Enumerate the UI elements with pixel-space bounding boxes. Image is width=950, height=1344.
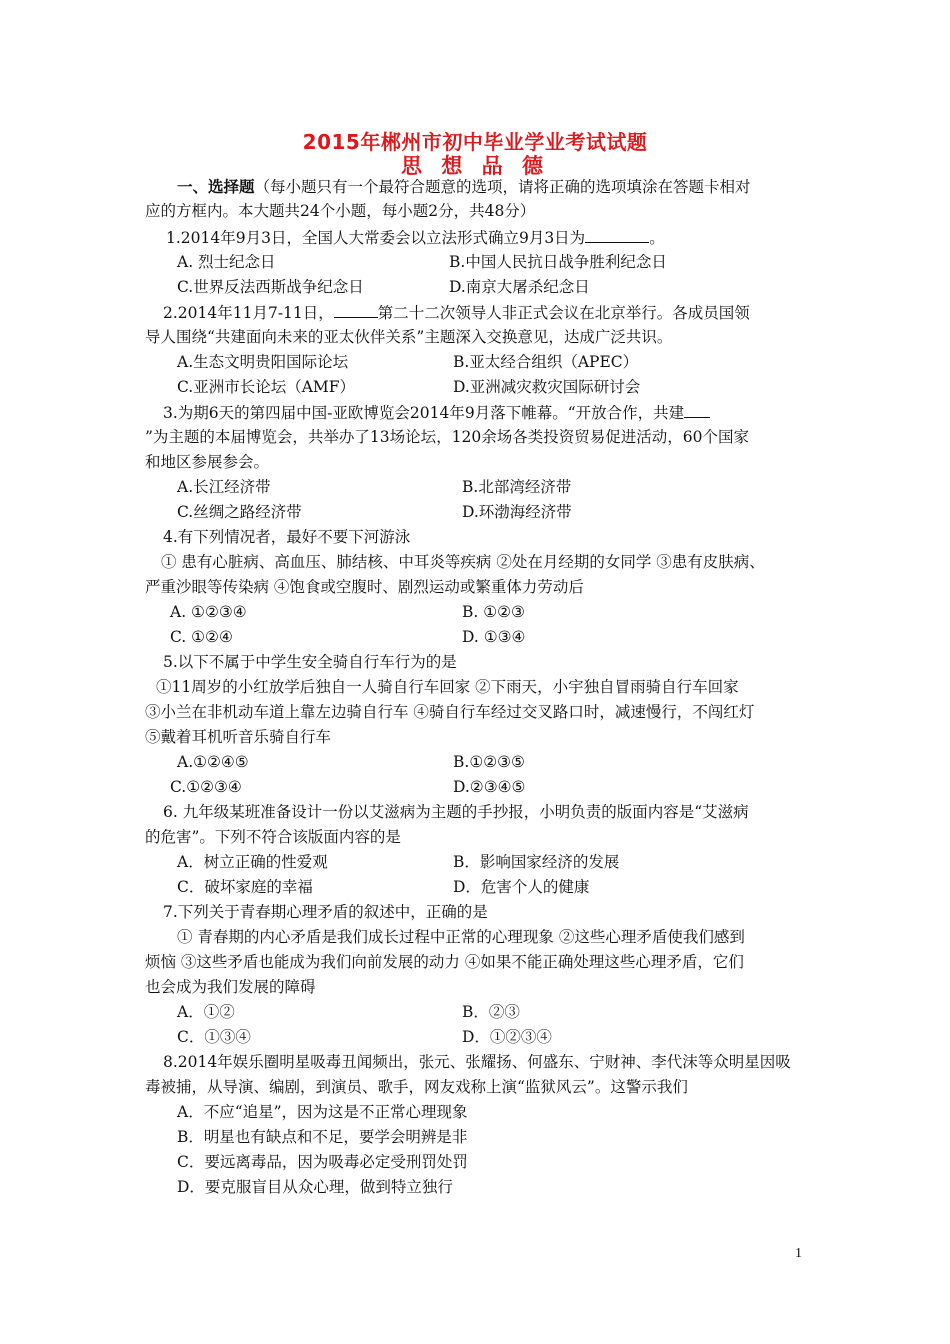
question-5-stem: 5.以下不属于中学生安全骑自行车行为的是	[163, 653, 457, 671]
q1-option-b: B.中国人民抗日战争胜利纪念日	[449, 253, 667, 271]
subject-title: 思 想 品 德	[401, 154, 549, 178]
q8-option-d: D．要克服盲目从众心理，做到特立独行	[177, 1178, 453, 1196]
q8-option-c: C．要远离毒品，因为吸毒必定受刑罚处罚	[177, 1153, 468, 1171]
q2-option-d: D.亚洲减灾救灾国际研讨会	[453, 378, 641, 396]
q4-option-b: B. ①②③	[462, 603, 525, 621]
question-4-item-2: 严重沙眼等传染病 ④饱食或空腹时、剧烈运动或繁重体力劳动后	[145, 578, 584, 596]
q6-option-b: B．影响国家经济的发展	[453, 853, 620, 871]
question-7-item-3: 也会成为我们发展的障碍	[145, 978, 316, 996]
q2-option-c: C.亚洲市长论坛（AMF）	[177, 378, 356, 396]
q1-option-a: A. 烈士纪念日	[177, 253, 276, 271]
q2-option-b: B.亚太经合组织（APEC）	[453, 353, 639, 371]
section-instructions-2: 应的方框内。本大题共24个小题，每小题2分，共48分）	[145, 202, 536, 220]
question-8-stem-2: 毒被捕，从导演、编剧，到演员、歌手，网友戏称上演“监狱风云”。这警示我们	[145, 1078, 688, 1096]
q6-option-d: D．危害个人的健康	[453, 878, 590, 896]
q7-option-b: B．②③	[462, 1003, 520, 1021]
page-number: 1	[795, 1246, 802, 1261]
question-8-stem: 8.2014年娱乐圈明星吸毒丑闻频出，张元、张耀扬、何盛东、宁财神、李代沫等众明星因吸	[163, 1053, 791, 1071]
answer-blank	[684, 401, 710, 418]
question-3-stem-3: 和地区参展参会。	[145, 453, 270, 471]
q7-option-a: A．①②	[177, 1003, 235, 1021]
question-7-item-1: ① 青春期的内心矛盾是我们成长过程中正常的心理现象 ②这些心理矛盾使我们感到	[177, 928, 745, 946]
question-2-stem: 2.2014年11月7-11日， 第二十二次领导人非正式会议在北京举行。各成员国领	[163, 301, 750, 324]
question-5-item-2: ③小兰在非机动车道上靠左边骑自行车 ④骑自行车经过交叉路口时，减速慢行，不闯红灯	[145, 703, 755, 721]
question-5-item-3: ⑤戴着耳机听音乐骑自行车	[145, 728, 332, 746]
q6-option-a: A．树立正确的性爱观	[177, 853, 328, 871]
question-6-stem: 6. 九年级某班准备设计一份以艾滋病为主题的手抄报，小明负责的版面内容是“艾滋病	[163, 803, 749, 821]
q7-option-c: C．①③④	[177, 1028, 251, 1046]
q1-option-d: D.南京大屠杀纪念日	[449, 278, 590, 296]
question-4-stem: 4.有下列情况者，最好不要下河游泳	[163, 528, 411, 546]
section-instructions-1: （每小题只有一个最符合题意的选项，请将正确的选项填涂在答题卡相对	[254, 178, 751, 196]
q3-option-b: B.北部湾经济带	[462, 478, 572, 496]
q3-option-a: A.长江经济带	[177, 478, 271, 496]
answer-blank	[585, 226, 649, 243]
q5-option-c: C.①②③④	[170, 778, 242, 796]
question-6-stem-2: 的危害”。下列不符合该版面内容的是	[145, 828, 401, 846]
question-1-stem: 1.2014年9月3日，全国人大常委会以立法形式确立9月3日为 。	[166, 226, 665, 249]
q4-option-c: C. ①②④	[170, 628, 233, 646]
q5-option-d: D.②③④⑤	[453, 778, 526, 796]
q7-option-d: D．①②③④	[462, 1028, 552, 1046]
question-3-stem: 3.为期6天的第四届中国-亚欧博览会2014年9月落下帷幕。“开放合作，共建	[163, 401, 710, 424]
q1-option-c: C.世界反法西斯战争纪念日	[177, 278, 364, 296]
q5-option-a: A.①②④⑤	[177, 753, 249, 771]
q8-option-a: A．不应“追星”，因为这是不正常心理现象	[177, 1103, 468, 1121]
q3-option-d: D.环渤海经济带	[462, 503, 572, 521]
question-7-stem: 7.下列关于青春期心理矛盾的叙述中，正确的是	[163, 903, 488, 921]
question-5-item-1: ①11周岁的小红放学后独自一人骑自行车回家 ②下雨天，小宇独自冒雨骑自行车回家	[156, 678, 739, 696]
question-3-stem-2: ”为主题的本届博览会，共举办了13场论坛，120余场各类投资贸易促进活动，60个国家	[145, 428, 749, 446]
section-header	[177, 176, 751, 198]
question-7-item-2: 烦恼 ③这些矛盾也能成为我们向前发展的动力 ④如果不能正确处理这些心理矛盾，它们	[145, 953, 744, 971]
answer-blank	[334, 301, 378, 318]
question-4-item-1: ① 患有心脏病、高血压、肺结核、中耳炎等疾病 ②处在月经期的女同学 ③患有皮肤病、	[161, 553, 765, 571]
q8-option-b: B．明星也有缺点和不足，要学会明辨是非	[177, 1128, 468, 1146]
q2-option-a: A.生态文明贵阳国际论坛	[177, 353, 349, 371]
question-2-stem-2: 导人围绕“共建面向未来的亚太伙伴关系”主题深入交换意见，达成广泛共识。	[145, 328, 673, 346]
q5-option-b: B.①②③⑤	[453, 753, 525, 771]
q4-option-a: A. ①②③④	[170, 603, 247, 621]
section-heading: 一、选择题	[177, 178, 255, 196]
q3-option-c: C.丝绸之路经济带	[177, 503, 302, 521]
exam-title: 2015年郴州市初中毕业学业考试试题	[302, 130, 648, 154]
q6-option-c: C．破坏家庭的幸福	[177, 878, 313, 896]
q4-option-d: D. ①③④	[462, 628, 526, 646]
